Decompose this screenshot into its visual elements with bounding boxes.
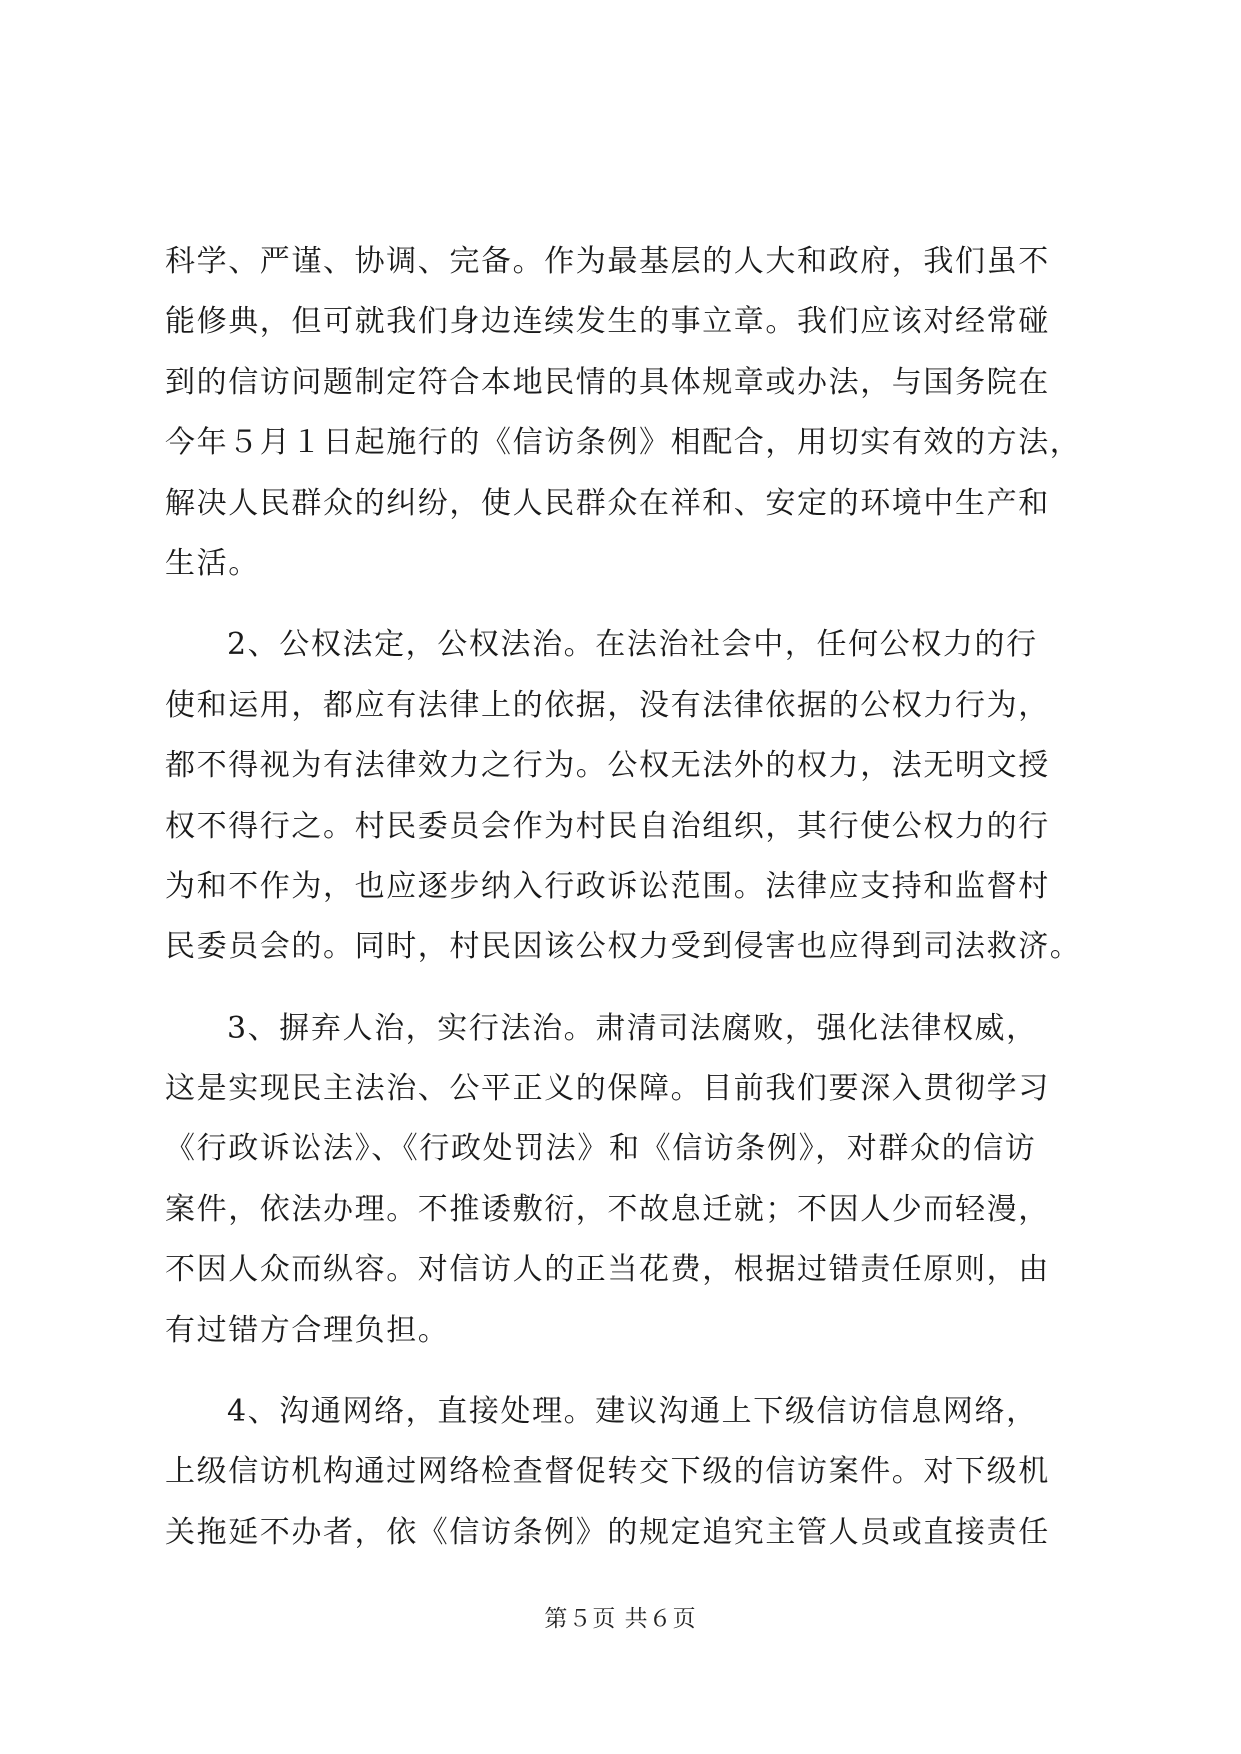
text-line: 权不得行之。村民委员会作为村民自治组织，其行使公权力的行 <box>165 808 1050 844</box>
text-line: 都不得视为有法律效力之行为。公权无法外的权力，法无明文授 <box>165 748 1050 784</box>
text-line: 上级信访机构通过网络检查督促转交下级的信访案件。对下级机 <box>165 1454 1050 1490</box>
text-line: 为和不作为，也应逐步纳入行政诉讼范围。法律应支持和监督村 <box>165 868 1050 904</box>
paragraph-4-first-line: 4、沟通网络，直接处理。建议沟通上下级信访信息网络， <box>227 1394 1038 1430</box>
text-line: 《行政诉讼法》、《行政处罚法》和《信访条例》，对群众的信访 <box>165 1131 1037 1167</box>
text-line: 关拖延不办者，依《信访条例》的规定追究主管人员或直接责任 <box>165 1514 1050 1550</box>
text-line: 这是实现民主法治、公平正义的保障。目前我们要深入贯彻学习 <box>165 1071 1050 1107</box>
text-line: 使和运用，都应有法律上的依据，没有法律依据的公权力行为， <box>165 687 1050 723</box>
text-line: 今年５月１日起施行的《信访条例》相配合，用切实有效的方法， <box>165 425 1082 461</box>
paragraph-3-first-line: 3、摒弃人治，实行法治。肃清司法腐败，强化法律权威， <box>227 1010 1038 1046</box>
text-line: 不因人众而纵容。对信访人的正当花费，根据过错责任原则，由 <box>165 1252 1050 1288</box>
text-line: 案件，依法办理。不推诿敷衍，不故息迁就；不因人少而轻漫， <box>165 1191 1050 1227</box>
text-line: 解决人民群众的纠纷，使人民群众在祥和、安定的环境中生产和 <box>165 485 1050 521</box>
text-line: 民委员会的。同时，村民因该公权力受到侵害也应得到司法救济。 <box>165 929 1082 965</box>
document-body <box>165 232 1085 1563</box>
page-number-label: 第５页 共６页 <box>544 1606 697 1632</box>
paragraph-2-first-line: 2、公权法定，公权法治。在法治社会中，任何公权力的行 <box>227 627 1038 663</box>
page-footer <box>0 1604 1241 1634</box>
text-line: 科学、严谨、协调、完备。作为最基层的人大和政府，我们虽不 <box>165 244 1050 279</box>
text-line: 到的信访问题制定符合本地民情的具体规章或办法，与国务院在 <box>165 364 1050 400</box>
text-line: 生活。 <box>165 545 260 581</box>
text-line: 能修典，但可就我们身边连续发生的事立章。我们应该对经常碰 <box>165 304 1050 340</box>
text-line: 有过错方合理负担。 <box>165 1312 450 1348</box>
